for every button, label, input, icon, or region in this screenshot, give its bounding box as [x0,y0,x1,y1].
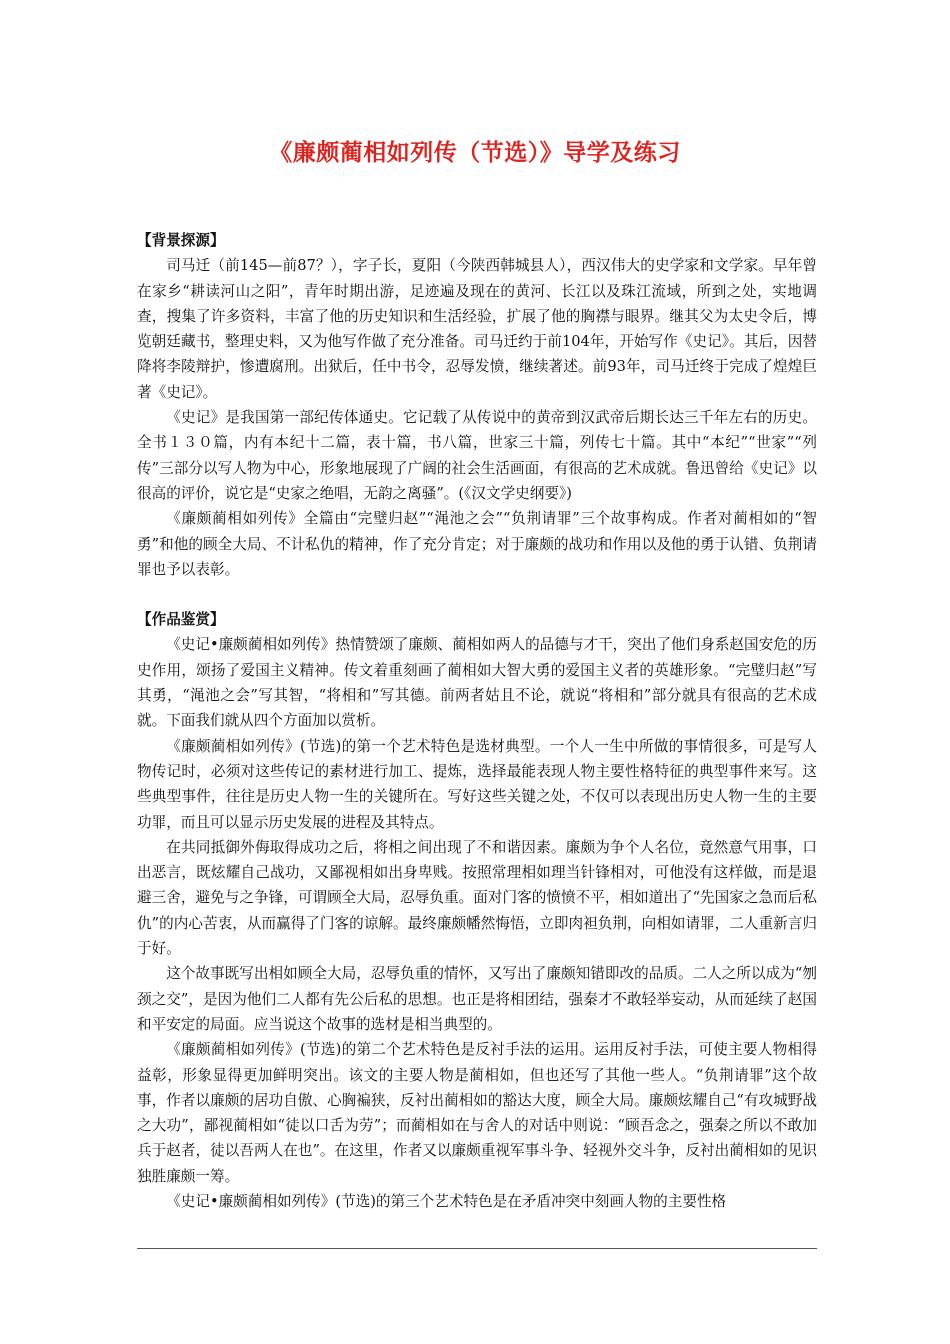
paragraph: 司马迁（前145—前87？），字子长，夏阳（今陕西韩城县人），西汉伟大的史学家和文学家。早年曾在家乡“耕读河山之阳”，青年时期出游，足迹遍及现在的黄河、长江以及珠江流域，所到之处，实地调查，搜集了许多资料，丰富了他的历史知识和生活经验，扩展了他的胸襟与眼界。继其父为太史令后，博览朝廷藏书，整理史料，又为他写作做了充分准备。司马迁约于前104年，开始写作《史记》。其后，因替降将李陵辩护，惨遭腐刑。出狱后，任中书令，忍辱发愤，继续著述。前93年，司马迁终于完成了煌煌巨著《史记》。 [137,257,817,401]
section-heading: 【背景探源】 [137,232,225,249]
paragraph: 《廉颇蔺相如列传》(节选)的第一个艺术特色是选材典型。一个人一生中所做的事情很多，可是写人物传记时，必须对这些传记的素材进行加工、提炼，选择最能表现人物主要性格特征的典型事件来写。这些典型事件，往往是历史人物一生的关键所在。写好这些关键之处，不仅可以表现出历史人物一生的主要功罪，而且可以显示历史发展的进程及其特点。 [137,737,817,831]
document-title: 《廉颇蔺相如列传（节选）》导学及练习 [269,140,681,166]
paragraph: 《史记》是我国第一部纪传体通史。它记载了从传说中的黄帝到汉武帝后期长达三千年左右的历史。全书１３０篇，内有本纪十二篇，表十篇，书八篇，世家三十篇，列传七十篇。其中“本纪”“世家”“列传”三部分以写人物为中心，形象地展现了广阔的社会生活画面，有很高的艺术成就。鲁迅曾给《史记》以很高的评价，说它是“史家之绝唱，无韵之离骚”。(《汉文学史纲要》) [137,409,817,502]
paragraph: 在共同抵御外侮取得成功之后，将相之间出现了不和谐因素。廉颇为争个人名位，竟然意气用事，口出恶言，既炫耀自己战功，又鄙视相如出身卑贱。按照常理相如理当针锋相对，可他没有这样做，而是退避三舍，避免与之争锋，可谓顾全大局，忍辱负重。面对门客的愤愤不平，相如道出了“先国家之急而后私仇”的内心苦衷，从而赢得了门客的谅解。最终廉颇幡然悔悟，立即肉袒负荆，向相如请罪，二人重新言归于好。 [137,838,817,958]
document-body [137,228,817,1214]
section-gap [137,582,817,607]
section-heading: 【作品鉴赏】 [137,611,225,629]
paragraph: 这个故事既写出相如顾全大局，忍辱负重的情怀，又写出了廉颇知错即改的品质。二人之所以成为“刎颈之交”，是因为他们二人都有先公后私的思想。也正是将相团结，强秦才不敢轻举妄动，从而延续了赵国和平安定的局面。应当说这个故事的选材是相当典型的。 [137,965,817,1033]
footer-divider [137,1248,817,1249]
paragraph: 《廉颇蔺相如列传》全篇由“完璧归赵”“渑池之会”“负荆请罪”三个故事构成。作者对蔺相如的“智勇”和他的顾全大局、不计私仇的精神，作了充分肯定；对于廉颇的战功和作用以及他的勇于认错、负荆请罪也予以表彰。 [137,510,817,578]
paragraph: 《廉颇蔺相如列传》(节选)的第二个艺术特色是反衬手法的运用。运用反衬手法，可使主要人物相得益彰，形象显得更加鲜明突出。该文的主要人物是蔺相如，但也还写了其他一些人。“负荆请罪”这个故事，作者以廉颇的居功自傲、心胸褊狭，反衬出蔺相如的豁达大度，顾全大局。廉颇炫耀自己“有攻城野战之大功”，鄙视蔺相如“徒以口舌为劳”；而蔺相如在与舍人的对话中则说：“顾吾念之，强秦之所以不敢加兵于赵者，徒以吾两人在也”。在这里，作者又以廉颇重视军事斗争、轻视外交斗争，反衬出蔺相如的见识独胜廉颇一筹。 [137,1041,817,1185]
paragraph: 《史记•廉颇蔺相如列传》热情赞颂了廉颇、蔺相如两人的品德与才干，突出了他们身系赵国安危的历史作用，颂扬了爱国主义精神。传文着重刻画了蔺相如大智大勇的爱国主义者的英雄形象。“完璧归赵”写其勇，“渑池之会”写其智，“将相和”写其德。前两者姑且不论，就说“将相和”部分就具有很高的艺术成就。下面我们就从四个方面加以赏析。 [137,636,817,730]
paragraph: 《史记•廉颇蔺相如列传》(节选)的第三个艺术特色是在矛盾冲突中刻画人物的主要性格 [166,1192,727,1210]
section-background [137,228,817,582]
section-appreciation [137,607,817,1214]
